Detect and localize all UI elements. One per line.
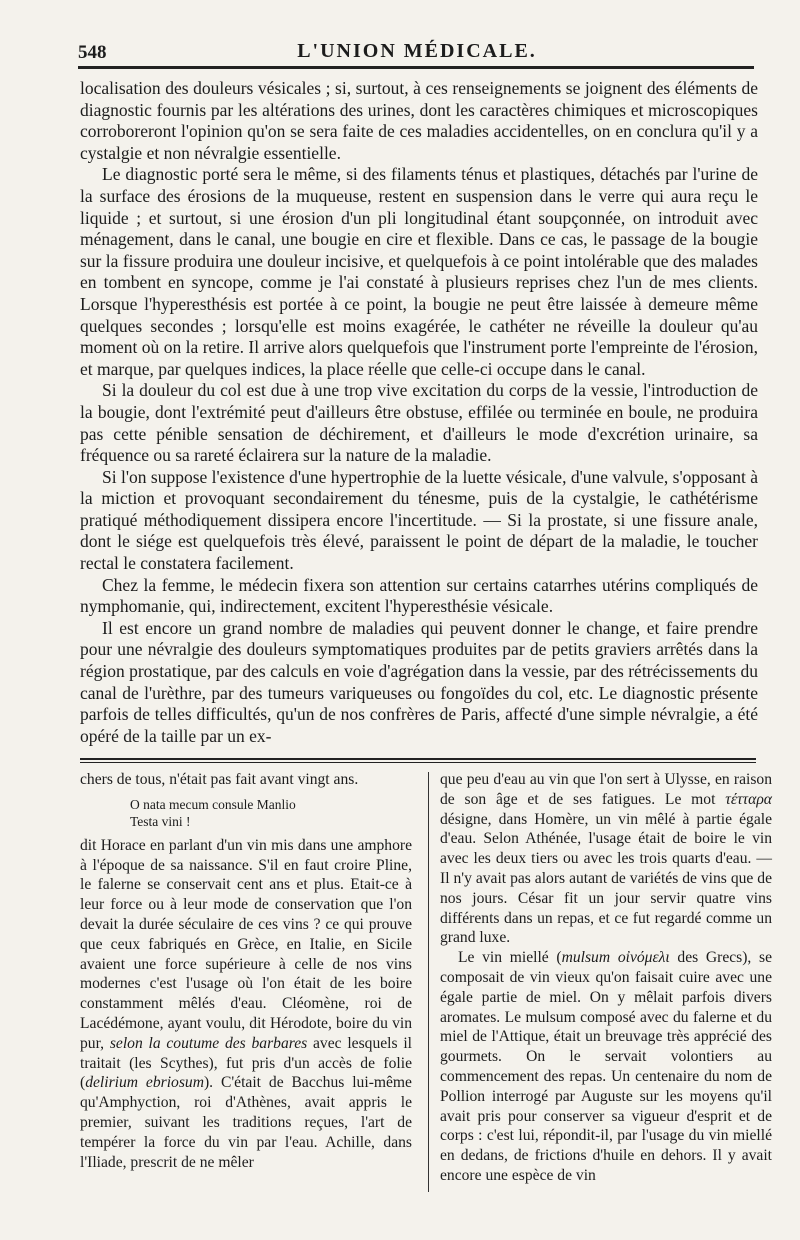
- header-rule: [78, 66, 754, 69]
- paragraph: Le diagnostic porté sera le même, si des filaments ténus et plastiques, détachés par l'urine de la surface des érosions de la muqueuse, restent en suspension dans le verre qui aura reçu le liquide ; et surtout, si une érosion d'un pli longitudinal étant soupçonnée, on introduit avec ménagement, dans le canal, une bougie en cire et flexible. Dans ce cas, le passage de la bougie sur la fissure produira une douleur incisive, et quelquefois à ce point intolérable que des malades en tombent en syncope, comme je l'ai constaté à plusieurs reprises chez l'un de mes clients. Lorsque l'hyperesthésis est portée à ce point, la bougie ne peut être laissée à demeure même quelques secondes ; lorsqu'elle est moins exagérée, le cathéter ne réveille la douleur qu'au moment où on la retire. Il arrive alors quelquefois que l'instrument porte l'empreinte de l'érosion, et marque, par quelques indices, la place réelle que celle-ci occupe dans le canal.: [80, 164, 758, 379]
- text-run: que peu d'eau au vin que l'on sert à Ulysse, en raison de son âge et de ses fatigues. Le mot: [440, 771, 772, 808]
- paragraph: Si l'on suppose l'existence d'une hypertrophie de la luette vésicale, d'une valvule, s'opposant à la miction et provoquant secondairement du ténesme, puis de la cystalgie, le cathétérisme pratiqué méthodiquement dissipera encore l'incertitude. — Si la prostate, si une fissure anale, dont le siége est quelquefois très élevé, paraissent le point de départ de la maladie, le toucher rectal le constatera facilement.: [80, 466, 758, 574]
- section-rule: [80, 758, 756, 760]
- italic-text: selon la coutume des barbares: [109, 1034, 308, 1052]
- greek-word: οἰνόμελι: [617, 949, 670, 967]
- paragraph: [440, 948, 772, 1186]
- journal-title: L'UNION MÉDICALE.: [297, 40, 537, 62]
- page-number: 548: [78, 42, 107, 63]
- latin-quote: [130, 796, 412, 830]
- paragraph: [440, 770, 772, 948]
- paragraph: Si la douleur du col est due à une trop vive excitation du corps de la vessie, l'introduction de la bougie, dont l'extrémité peut d'ailleurs être obstuse, effilée ou terminée en boule, ne produira pas cette pénible sensation de déchirement, et d'ailleurs le mode d'excrétion urinaire, sa fréquence ou sa rareté éclairera sur la nature de la maladie.: [80, 380, 758, 466]
- text-run: des Grecs), se composait de vin vieux qu'on faisait cuire avec une égale partie de miel. On y mêlait parfois divers aromates. Le mulsum composé avec du falerne et du miel de l'Attique, était un breuvage très apprécié des gourmets. On le servait volontiers au commencement des repas. Un centenaire du nom de Pollion interrogé par Auguste sur les moyens qu'il avait pris pour conserver sa vigueur d'esprit et de corps : c'est lui, répondit-il, par l'usage du vin miellé en dedans, de frictions d'huile en dehors. Il y avait encore une espèce de vin: [440, 949, 773, 1184]
- section-rule-thin: [80, 762, 756, 763]
- text-run: désigne, dans Homère, un vin mêlé à partie égale d'eau. Selon Athénée, l'usage était de boire le vin avec les deux tiers ou avec les trois quarts d'eau. — Il n'y avait pas alors autant de variétés de vins que de nos jours. César fit un jour servir quatre vins différents dans un repas, et ce fut regardé comme un grand luxe.: [440, 810, 772, 947]
- greek-word: τέτταρα: [725, 790, 772, 808]
- column-divider: [428, 772, 429, 1192]
- paragraph: Chez la femme, le médecin fixera son attention sur certains catarrhes utérins compliqués de nymphomanie, qui, indirectement, excitent l'hyperesthésie vésicale.: [80, 574, 758, 617]
- paragraph: localisation des douleurs vésicales ; si, surtout, à ces renseignements se joignent des éléments de diagnostic fournis par les altérations des urines, dont les caractères chimiques et microscopiques corroboreront l'opinion qu'on se sera faite de ces maladies accidentelles, on en conclura qu'il y a cystalgie et non névralgie essentielle.: [80, 78, 758, 163]
- paragraph: chers de tous, n'était pas fait avant vingt ans.: [80, 771, 359, 788]
- quote-line: O nata mecum consule Manlio: [130, 796, 296, 812]
- paragraph: [80, 836, 412, 1173]
- main-article-text: [80, 78, 758, 747]
- page-header: [78, 34, 756, 64]
- feuilleton-right-column: [440, 770, 772, 1186]
- paragraph: Il est encore un grand nombre de maladies qui peuvent donner le change, et faire prendre pour une névralgie des douleurs symptomatiques produites par de petits graviers arrêtés dans la région prostatique, par des calculs en voie d'agrégation dans la vessie, par des rétrécissements du canal de l'urèthre, par des tumeurs variqueuses ou fongoïdes du col, etc. Le diagnostic présente parfois de telles difficultés, qu'un de nos confrères de Paris, affecté d'une simple névralgie, a été opéré de la taille par un ex-: [80, 617, 758, 746]
- feuilleton-left-column: [80, 770, 412, 1172]
- quote-line: Testa vini !: [130, 813, 191, 829]
- text-run: dit Horace en parlant d'un vin mis dans une amphore à l'époque de sa naissance. S'il en faut croire Pline, le falerne se conservait cent ans et plus. Etait-ce à leur force ou à leur mode de conservation que l'on devait la durée séculaire de ces vins ? ce qui prouve que ceux fabriqués en Grèce, en Italie, en Sicile avaient une force supérieure à celle de nos vins modernes c'est l'usage où l'on était de les boire constamment mêlés d'eau. Cléomène, roi de Lacédémone, ayant voulu, dit Hérodote, boire du vin pur,: [80, 836, 412, 1052]
- text-run: avec lesquels il traitait (les Scythes), fut pris d'un accès de folie (: [80, 1034, 412, 1092]
- italic-text: mulsum: [561, 949, 611, 967]
- text-run: Le vin miellé (: [458, 949, 562, 967]
- text-run: ). C'était de Bacchus lui-même qu'Amphyction, roi d'Athènes, avait appris le premier, suivant les traditions reçues, l'art de tempérer la force du vin par l'eau. Achille, dans l'Iliade, prescrit de ne mêler: [80, 1074, 412, 1171]
- italic-text: delirium ebriosum: [85, 1074, 204, 1092]
